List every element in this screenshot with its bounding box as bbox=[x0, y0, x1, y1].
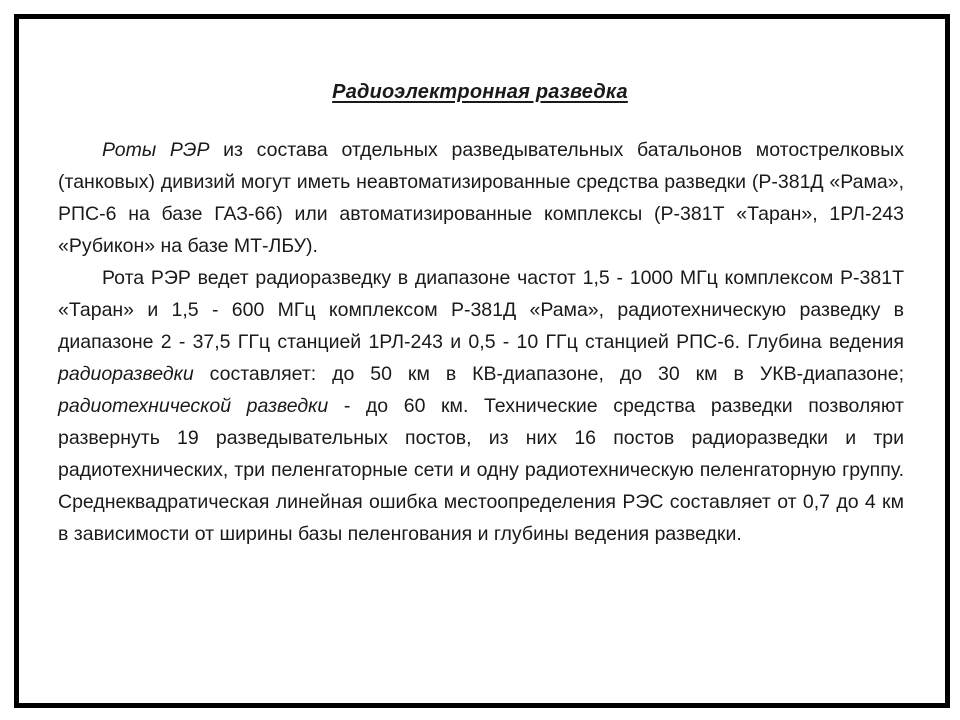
text-segment: Рота РЭР ведет радиоразведку в диапазоне частот 1,5 - 1000 МГц комплексом Р-381Т «Таран» и 1,5 - 600 МГц комплексом Р-381Д «Рама», радиотехническую разведку в диапазоне 2 - 37,5 ГГц станцией 1РЛ-243 и 0,5 - 10 ГГц станцией РПС-6. Глубина ведения bbox=[58, 267, 904, 353]
text-segment-italic: Роты РЭР bbox=[102, 139, 210, 161]
text-segment-italic: радиотехнической разведки bbox=[58, 395, 329, 417]
slide-heading: Радиоэлектронная разведка bbox=[332, 81, 628, 103]
paragraph-roty-rer bbox=[58, 134, 904, 262]
slide-body-text bbox=[58, 134, 904, 550]
text-segment: составляет: до 50 км в КВ-диапазоне, до 30 км в УКВ-диапазоне; bbox=[193, 363, 904, 385]
text-segment: из состава отдельных разведывательных батальонов мотострелковых (танковых) дивизий могут иметь неавтоматизированные средства разведки (Р-381Д «Рама», РПС-6 на базе ГАЗ-66) или автоматизированные комплексы (Р-381Т «Таран», 1РЛ-243 «Рубикон» на базе МТ-ЛБУ). bbox=[58, 139, 904, 257]
paragraph-rota-rer bbox=[58, 262, 904, 550]
text-segment: - до 60 км. Технические средства разведки позволяют развернуть 19 разведывательных постов, из них 16 постов радиоразведки и три радиотехнических, три пеленгаторные сети и одну радиотехническую пеленгаторную группу. Среднеквадратическая линейная ошибка местоопределения РЭС составляет от 0,7 до 4 км в зависимости от ширины базы пеленгования и глубины ведения разведки. bbox=[58, 395, 904, 545]
text-segment-italic: радиоразведки bbox=[58, 363, 194, 385]
